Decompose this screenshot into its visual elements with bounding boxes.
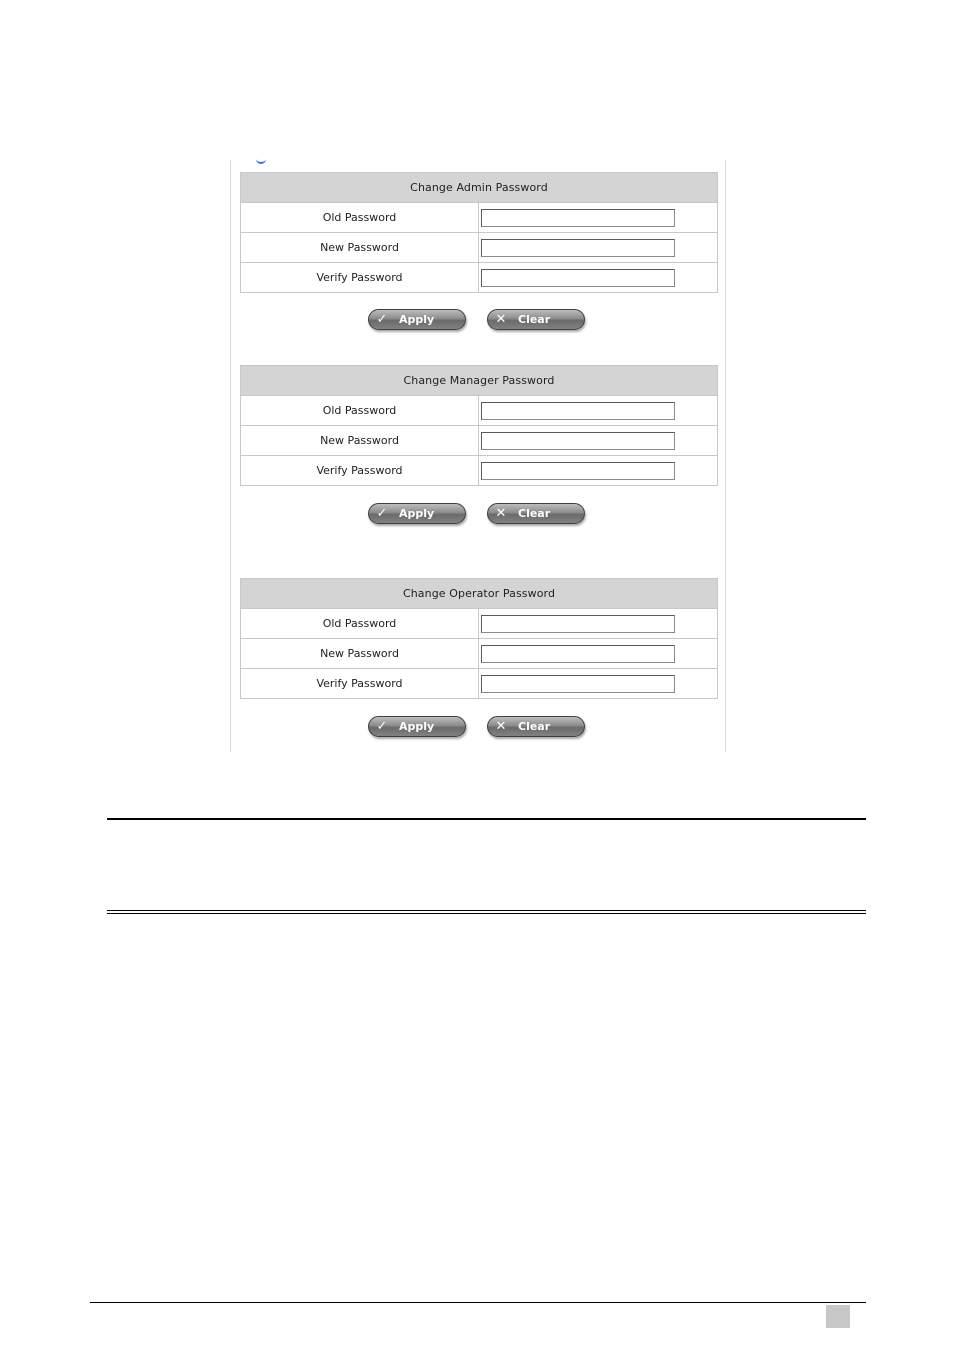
operator-new-password-input[interactable] (481, 645, 675, 663)
checkmark-icon: ✓ (376, 719, 388, 734)
operator-clear-button[interactable]: ✕ Clear (487, 716, 585, 737)
admin-verify-password-input[interactable] (481, 269, 675, 287)
field-label: Old Password (241, 396, 479, 425)
field-label: Old Password (241, 609, 479, 638)
field-label: Verify Password (241, 669, 479, 698)
manager-apply-button[interactable]: ✓ Apply (368, 503, 466, 524)
note-bottom-rule (107, 910, 866, 911)
footer-rule (90, 1302, 866, 1303)
operator-verify-password-input[interactable] (481, 675, 675, 693)
operator-old-password-input[interactable] (481, 615, 675, 633)
checkmark-icon: ✓ (376, 312, 388, 327)
field-label: New Password (241, 233, 479, 262)
panel-title: Change Operator Password (241, 579, 717, 609)
manager-new-password-input[interactable] (481, 432, 675, 450)
operator-apply-button[interactable]: ✓ Apply (368, 716, 466, 737)
field-label: New Password (241, 426, 479, 455)
admin-password-panel (240, 172, 718, 293)
form-row (241, 609, 717, 639)
form-row (241, 396, 717, 426)
field-label: New Password (241, 639, 479, 668)
field-label: Verify Password (241, 263, 479, 292)
manager-old-password-input[interactable] (481, 402, 675, 420)
form-row (241, 233, 717, 263)
manager-password-panel (240, 365, 718, 486)
note-bottom-rule-double (107, 913, 866, 914)
panel-title: Change Manager Password (241, 366, 717, 396)
x-icon: ✕ (495, 506, 507, 521)
admin-old-password-input[interactable] (481, 209, 675, 227)
page-number-box (826, 1305, 850, 1328)
manager-button-bar (368, 503, 588, 527)
form-row (241, 203, 717, 233)
operator-button-bar (368, 716, 588, 740)
checkmark-icon: ✓ (376, 506, 388, 521)
admin-button-bar (368, 309, 588, 333)
operator-password-panel (240, 578, 718, 699)
form-row (241, 263, 717, 292)
admin-clear-button[interactable]: ✕ Clear (487, 309, 585, 330)
manager-clear-button[interactable]: ✕ Clear (487, 503, 585, 524)
form-row (241, 669, 717, 698)
field-label: Old Password (241, 203, 479, 232)
field-label: Verify Password (241, 456, 479, 485)
form-row (241, 639, 717, 669)
x-icon: ✕ (495, 719, 507, 734)
note-top-rule (107, 818, 866, 820)
form-row (241, 426, 717, 456)
manager-verify-password-input[interactable] (481, 462, 675, 480)
admin-new-password-input[interactable] (481, 239, 675, 257)
x-icon: ✕ (495, 312, 507, 327)
panel-title: Change Admin Password (241, 173, 717, 203)
admin-apply-button[interactable]: ✓ Apply (368, 309, 466, 330)
form-row (241, 456, 717, 485)
